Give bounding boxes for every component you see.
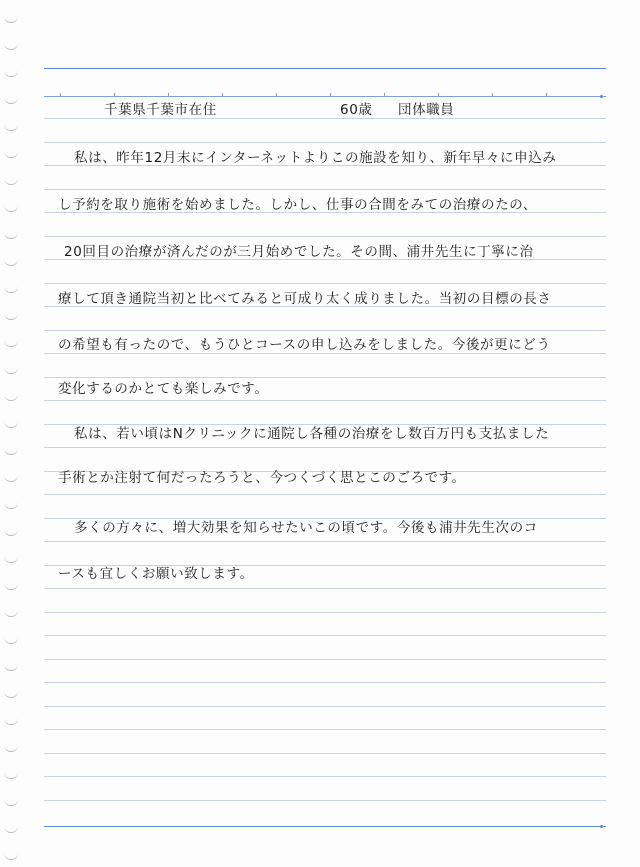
binder-ring-mark [4, 41, 18, 50]
body-line: の希望も有ったので、もうひとコースの申し込みをしました。今後が更にどう [58, 337, 551, 353]
ruled-line [44, 142, 606, 143]
binder-ring-mark [4, 338, 18, 347]
ruled-line [44, 447, 606, 448]
ruled-line [44, 400, 606, 401]
binder-ring-mark [4, 257, 18, 266]
binder-ring-mark [4, 581, 18, 590]
body-line: し予約を取り施術を始めました。しかし、仕事の合間をみての治療のたの、 [58, 197, 537, 213]
binder-rings [0, 0, 24, 867]
body-line: 多くの方々に、増大効果を知らせたいこの頃です。今後も浦井先生次のコ [74, 520, 538, 536]
binder-ring-mark [4, 608, 18, 617]
ruled-line [44, 729, 606, 730]
ruled-line [44, 541, 606, 542]
header-rule-tick [546, 93, 547, 97]
body-line: 手術とか注射て何だったろうと、今つくづく思とこのごろです。 [58, 470, 466, 486]
binder-ring-mark [4, 851, 18, 860]
binder-ring-mark [4, 95, 18, 104]
binder-ring-mark [4, 284, 18, 293]
ruled-line [44, 283, 606, 284]
ruled-line [44, 189, 606, 190]
binder-ring-mark [4, 797, 18, 806]
binder-ring-mark [4, 554, 18, 563]
ruled-line [44, 635, 606, 636]
binder-ring-mark [4, 716, 18, 725]
ruled-line [44, 494, 606, 495]
ruled-line [44, 706, 606, 707]
occupation-label: 団体職員 [398, 102, 455, 118]
binder-ring-mark [4, 122, 18, 131]
binder-ring-mark [4, 68, 18, 77]
binder-ring-mark [4, 662, 18, 671]
binder-ring-mark [4, 527, 18, 536]
binder-ring-mark [4, 500, 18, 509]
ruled-line [44, 236, 606, 237]
age-label: 60歳 [340, 102, 373, 118]
body-line: 20回目の治療が済んだのが三月始めでした。その間、浦井先生に丁寧に治 [64, 244, 534, 260]
binder-ring-mark [4, 203, 18, 212]
binder-ring-mark [4, 635, 18, 644]
binder-ring-mark [4, 473, 18, 482]
bottom-rule-dot [600, 825, 603, 828]
header-rule-tick [438, 93, 439, 97]
header-rule-tick [60, 93, 61, 97]
header-rule-dot [600, 95, 603, 98]
body-line: ースも宜しくお願い致します。 [58, 566, 254, 582]
header-rule-tick [384, 93, 385, 97]
binder-ring-mark [4, 311, 18, 320]
binder-ring-mark [4, 365, 18, 374]
binder-ring-mark [4, 743, 18, 752]
binder-ring-mark [4, 176, 18, 185]
ruled-line [44, 753, 606, 754]
header-rule-tick [330, 93, 331, 97]
body-line: 療して頂き通院当初と比べてみると可成り太く成りました。当初の目標の長さ [58, 291, 552, 307]
ruled-line [44, 588, 606, 589]
header-rule-tick [492, 93, 493, 97]
ruled-line [44, 659, 606, 660]
ruled-line [44, 800, 606, 801]
header-rule-tick [168, 93, 169, 97]
binder-ring-mark [4, 824, 18, 833]
header-rule-tick [276, 93, 277, 97]
residence-label: 千葉県千葉市在住 [104, 102, 217, 118]
binder-ring-mark [4, 689, 18, 698]
ruled-line [44, 776, 606, 777]
header-rule [44, 96, 606, 97]
header-rule-tick [222, 93, 223, 97]
header-rule-tick [114, 93, 115, 97]
binder-ring-mark [4, 770, 18, 779]
top-border-rule [44, 68, 606, 69]
body-line: 私は、昨年12月末にインターネットよりこの施設を知り、新年早々に申込み [74, 150, 557, 166]
body-line: 私は、若い頃はNクリニックに通院し各種の治療をし数百万円も支払ました [74, 426, 550, 442]
body-line: 変化するのかとても楽しみです。 [58, 381, 269, 397]
binder-ring-mark [4, 419, 18, 428]
binder-ring-mark [4, 230, 18, 239]
bottom-border-rule [44, 826, 606, 827]
binder-ring-mark [4, 149, 18, 158]
binder-ring-mark [4, 446, 18, 455]
ruled-line [44, 612, 606, 613]
ruled-line [44, 118, 606, 119]
ruled-line [44, 353, 606, 354]
ruled-line [44, 682, 606, 683]
ruled-line [44, 330, 606, 331]
binder-ring-mark [4, 14, 18, 23]
binder-ring-mark [4, 392, 18, 401]
